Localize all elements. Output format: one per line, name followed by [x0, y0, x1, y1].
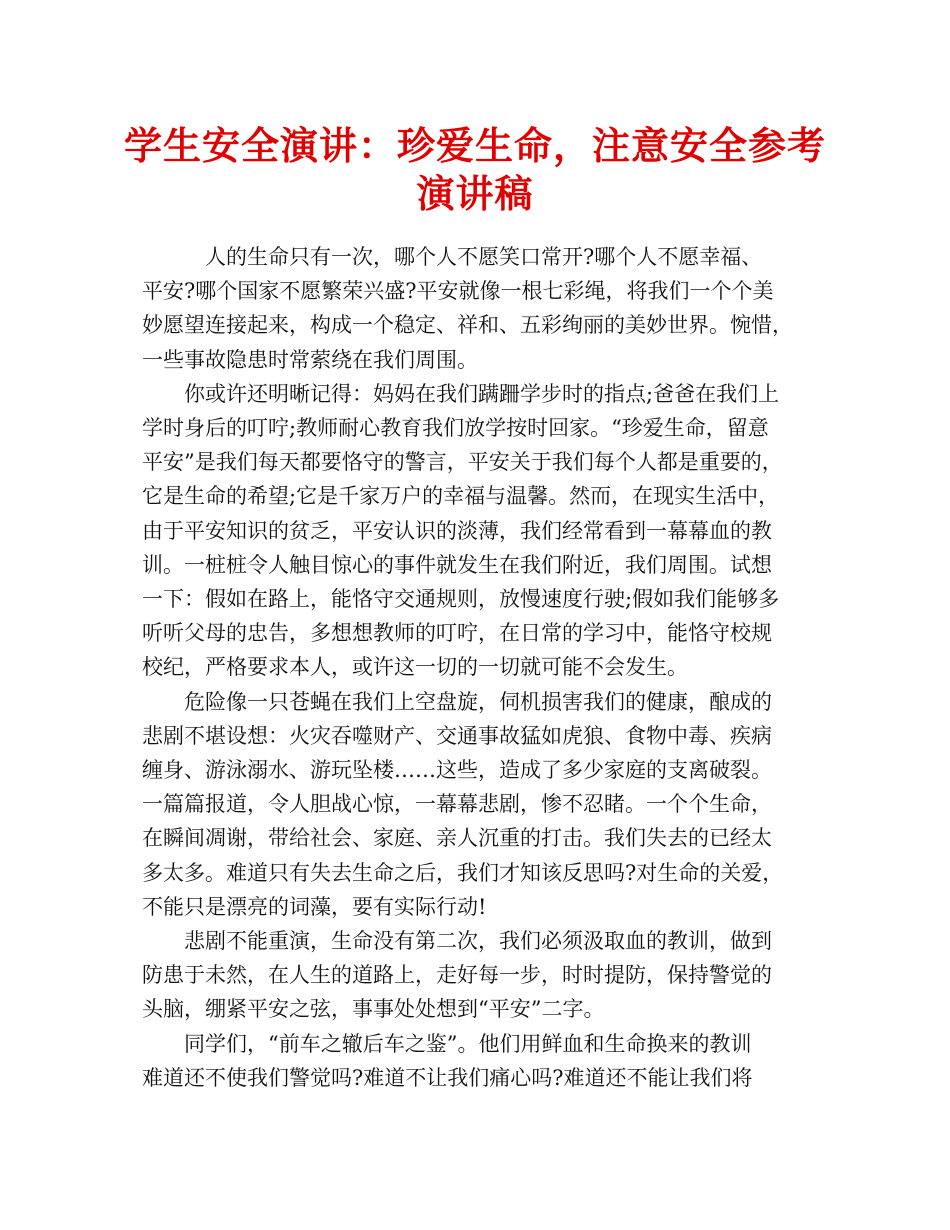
body-line: 一些事故隐患时常萦绕在我们周围。 [142, 347, 478, 372]
body-line: 在瞬间凋谢，带给社会、家庭、亲人沉重的打击。我们失去的已经太 [142, 826, 772, 851]
body-line: 不能只是漂亮的词藻，要有实际行动! [142, 894, 487, 919]
body-line: 平安”是我们每天都要恪守的警言，平安关于我们每个人都是重要的， [142, 450, 783, 475]
body-line: 难道还不使我们警觉吗?难道不让我们痛心吗?难道还不能让我们将 [142, 1065, 753, 1090]
body-line: 训。一桩桩令人触目惊心的事件就发生在我们附近，我们周围。试想 [142, 552, 772, 577]
body-line: 一下：假如在路上，能恪守交通规则，放慢速度行驶;假如我们能够多 [142, 587, 780, 611]
body-line: 听听父母的忠告，多想想教师的叮咛，在日常的学习中，能恪守校规 [142, 621, 772, 646]
body-line: 悲剧不能重演，生命没有第二次，我们必须汲取血的教训，做到 [142, 929, 772, 953]
body-line: 你或许还明晰记得：妈妈在我们蹒跚学步时的指点;爸爸在我们上 [142, 381, 780, 406]
body-line: 多太多。难道只有失去生命之后，我们才知该反思吗?对生命的关爱， [142, 860, 784, 885]
body-line: 由于平安知识的贫乏，平安认识的淡薄，我们经常看到一幕幕血的教 [142, 518, 772, 543]
body-line: 学时身后的叮咛;教师耐心教育我们放学按时回家。“珍爱生命，留意 [142, 416, 769, 440]
body-line: 头脑，绷紧平安之弦，事事处处想到“平安”二字。 [142, 997, 605, 1022]
body-line: 一篇篇报道，令人胆战心惊，一幕幕悲剧，惨不忍睹。一个个生命， [142, 792, 772, 817]
body-line: 人的生命只有一次，哪个人不愿笑口常开?哪个人不愿幸福、 [142, 245, 763, 269]
body-line: 它是生命的希望;它是千家万户的幸福与温馨。然而，在现实生活中， [142, 484, 780, 509]
document-title-line-1: 学生安全演讲：珍爱生命，注意安全参考 [123, 124, 826, 168]
body-line: 危险像一只苍蝇在我们上空盘旋，伺机损害我们的健康，酿成的 [142, 689, 772, 714]
body-line: 平安?哪个国家不愿繁荣兴盛?平安就像一根七彩绳，将我们一个个美 [142, 279, 774, 304]
body-line: 悲剧不堪设想：火灾吞噬财产、交通事故猛如虎狼、食物中毒、疾病 [142, 723, 772, 748]
body-line: 缠身、游泳溺水、游玩坠楼……这些，造成了多少家庭的支离破裂。 [142, 758, 772, 782]
body-line: 妙愿望连接起来，构成一个稳定、祥和、五彩绚丽的美妙世界。惋惜， [142, 313, 793, 338]
body-line: 校纪，严格要求本人，或许这一切的一切就可能不会发生。 [142, 655, 688, 680]
document-title-line-2: 演讲稿 [416, 172, 534, 216]
body-line: 防患于未然，在人生的道路上，走好每一步，时时提防，保持警觉的 [142, 963, 772, 988]
body-line: 同学们，“前车之辙后车之鉴”。他们用鲜血和生命换来的教训 [142, 1031, 752, 1056]
